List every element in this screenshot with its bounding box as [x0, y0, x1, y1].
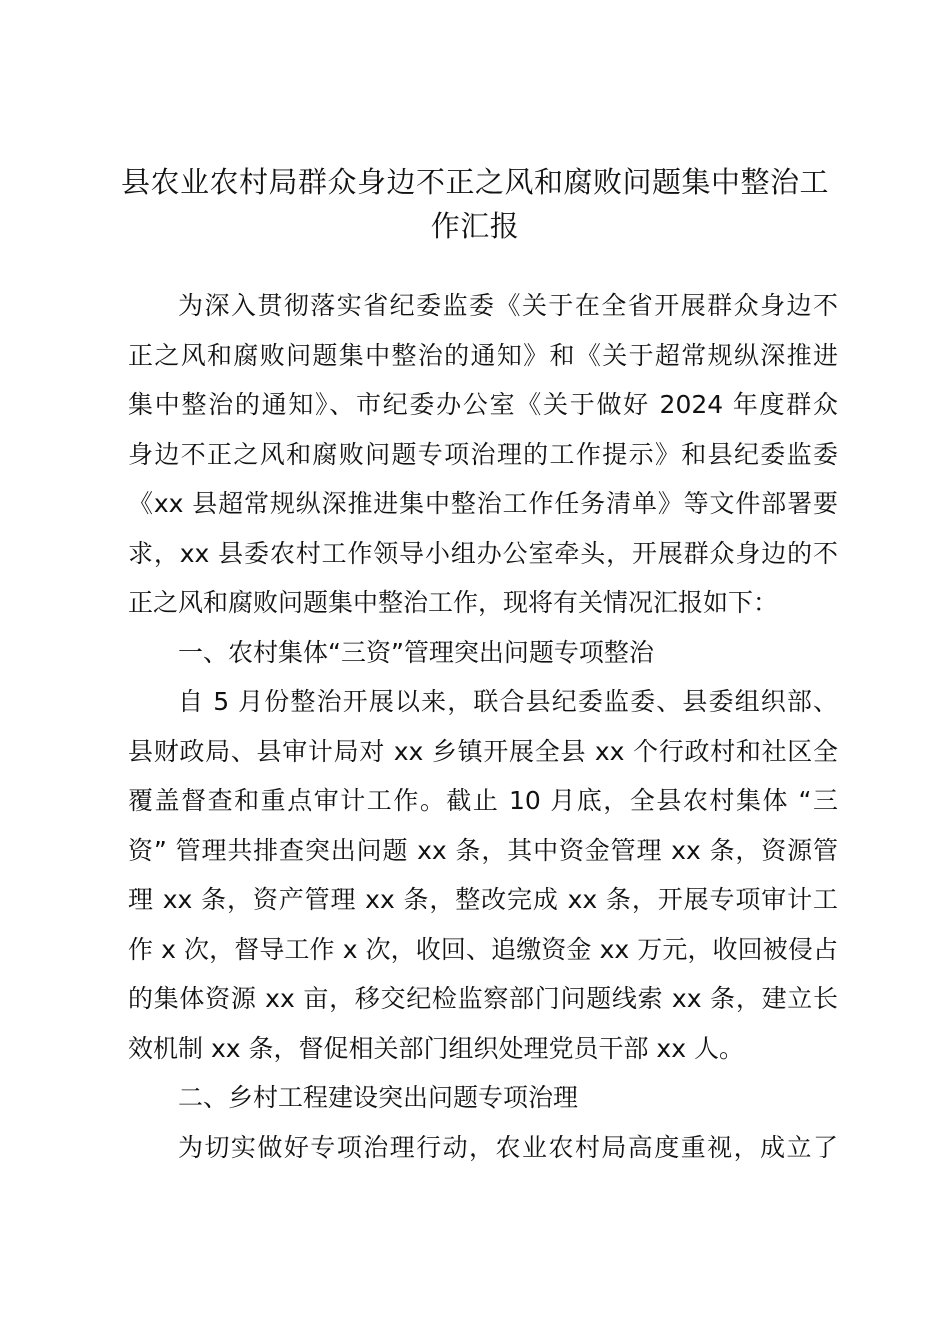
section-heading: 一、农村集体“三资”管理突出问题专项整治: [178, 637, 654, 667]
document-body: [128, 281, 838, 1172]
title-line: 作汇报: [430, 209, 520, 243]
paragraph-line: 自 5 月份整治开展以来，联合县纪委监委、县委组织部、: [178, 687, 838, 716]
paragraph-line: 覆盖督查和重点审计工作。截止 10 月底，全县农村集体 “三: [128, 786, 838, 815]
document-title: [110, 160, 840, 248]
paragraph-line: 理 xx 条，资产管理 xx 条，整改完成 xx 条，开展专项审计工: [128, 885, 838, 914]
paragraph-line: 的集体资源 xx 亩，移交纪检监察部门问题线索 xx 条，建立长: [128, 984, 838, 1013]
paragraph-line: 县财政局、县审计局对 xx 乡镇开展全县 xx 个行政村和社区全: [128, 736, 838, 766]
section-heading: 二、乡村工程建设突出问题专项治理: [178, 1083, 579, 1112]
paragraph-line: 《xx 县超常规纵深推进集中整治工作任务清单》等文件部署要: [128, 489, 838, 518]
paragraph-line: 效机制 xx 条，督促相关部门组织处理党员干部 xx 人。: [128, 1033, 744, 1063]
paragraph-line: 作 x 次，督导工作 x 次，收回、追缴资金 xx 万元，收回被侵占: [128, 934, 838, 964]
paragraph-line: 求，xx 县委农村工作领导小组办公室牵头，开展群众身边的不: [128, 538, 838, 568]
paragraph-line: 为深入贯彻落实省纪委监委《关于在全省开展群众身边不: [178, 291, 838, 320]
paragraph-line: 集中整治的通知》、市纪委办公室《关于做好 2024 年度群众: [128, 390, 838, 419]
title-line: 县农业农村局群众身边不正之风和腐败问题集中整治工: [120, 165, 829, 199]
paragraph-line: 正之风和腐败问题集中整治工作，现将有关情况汇报如下：: [128, 588, 779, 617]
paragraph-line: 身边不正之风和腐败问题专项治理的工作提示》和县纪委监委: [128, 439, 838, 469]
paragraph-line: 资” 管理共排查突出问题 xx 条，其中资金管理 xx 条，资源管: [128, 835, 838, 865]
paragraph-line: 正之风和腐败问题集中整治的通知》和《关于超常规纵深推进: [128, 340, 838, 370]
paragraph-line: 为切实做好专项治理行动，农业农村局高度重视，成立了: [178, 1132, 838, 1162]
